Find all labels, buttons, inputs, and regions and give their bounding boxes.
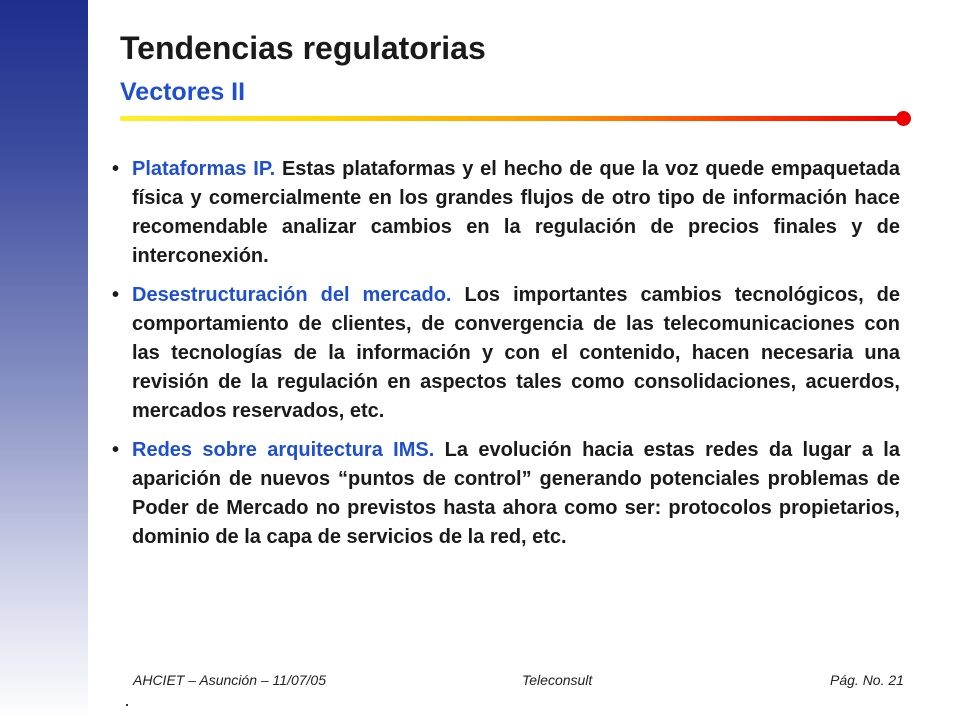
bullet-item-desestructuracion (110, 281, 900, 426)
footer-event-info: AHCIET – Asunción – 11/07/05 (133, 672, 326, 688)
bullet-list (110, 155, 900, 562)
side-gradient-band (0, 0, 88, 720)
bullet-item-plataformas-ip (110, 155, 900, 271)
bullet-keyword: Redes sobre arquitectura IMS. (132, 439, 435, 461)
slide-subtitle: Vectores II (120, 78, 246, 106)
title-divider-dot (896, 111, 911, 126)
slide-title: Tendencias regulatorias (120, 30, 486, 66)
footer-company: Teleconsult (522, 672, 593, 688)
title-divider-line (120, 116, 900, 121)
bullet-item-redes-ims (110, 436, 900, 552)
bullet-text: Los importantes cambios tecnológicos, de comportamiento de clientes, de convergencia de las telecomunicaciones con las tecnologías de la información y con el contenido, hacen necesaria una revisión de la regulación en aspectos tales como consolidaciones, acuerdos, mercados reservados, etc. (132, 284, 900, 422)
corner-dot (126, 704, 128, 706)
bullet-text: La evolución hacia estas redes da lugar a la aparición de nuevos “puntos de control” generando potenciales problemas de Poder de Mercado no previstos hasta ahora como ser: protocolos propietarios, dominio de la capa de servicios de la red, etc. (132, 439, 900, 548)
bullet-text: Estas plataformas y el hecho de que la voz quede empaquetada física y comercialmente en los grandes flujos de otro tipo de información hace recomendable analizar cambios en la regulación de precios finales y de interconexión. (132, 158, 900, 267)
bullet-keyword: Desestructuración del mercado. (132, 284, 452, 306)
footer-page-number: Pág. No. 21 (830, 672, 904, 688)
bullet-keyword: Plataformas IP. (132, 158, 276, 180)
